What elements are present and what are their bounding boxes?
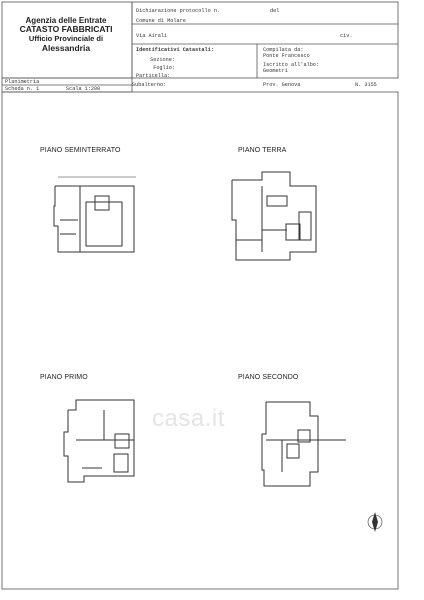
title-piano-seminterrato: PIANO SEMINTERRATO	[40, 147, 121, 154]
plan-secondo	[262, 402, 346, 486]
title-piano-primo: PIANO PRIMO	[40, 374, 88, 381]
province-label: Prov. Genova	[263, 82, 301, 88]
comune-label: Comune di Molare	[136, 18, 186, 24]
compilata-label: Compilata da:	[263, 47, 304, 53]
agency-name: Agenzia delle Entrate	[25, 16, 107, 25]
plan-seminterrato	[54, 177, 136, 252]
plan-terra	[232, 172, 316, 260]
scheda-label: Scheda n. 1	[5, 86, 40, 92]
subalterno-label: Subalterno:	[132, 82, 167, 88]
north-arrow-icon	[368, 512, 382, 532]
address-label: Via Airali	[136, 33, 168, 39]
watermark: casa.it	[152, 405, 225, 432]
plan-primo	[64, 400, 134, 482]
foglio-label: Foglio:	[153, 65, 175, 71]
registry-name: CATASTO FABBRICATI	[19, 24, 113, 35]
albo-value: Geometri	[263, 68, 288, 74]
office-city: Alessandria	[41, 42, 91, 53]
iscritto-label: Iscritto all'albo:	[263, 62, 320, 68]
planimetria-label: Planimetria	[5, 79, 40, 85]
identificativi-label: Identificativi Catastali:	[136, 47, 214, 53]
title-piano-terra: PIANO TERRA	[238, 147, 287, 154]
scale-label: Scala 1:200	[66, 86, 101, 92]
registration-number: N. 3155	[355, 82, 377, 88]
compiler-name: Ponte Francesco	[263, 53, 310, 59]
office-name: Ufficio Provinciale di	[28, 33, 104, 43]
civic-number-label: civ.	[340, 33, 353, 39]
title-piano-secondo: PIANO SECONDO	[238, 374, 299, 381]
sezione-label: Sezione:	[150, 57, 175, 63]
protocol-date-label: del	[270, 8, 280, 14]
protocol-label: Dichiarazione protocollo n.	[136, 8, 221, 14]
particella-label: Particella:	[136, 73, 171, 79]
